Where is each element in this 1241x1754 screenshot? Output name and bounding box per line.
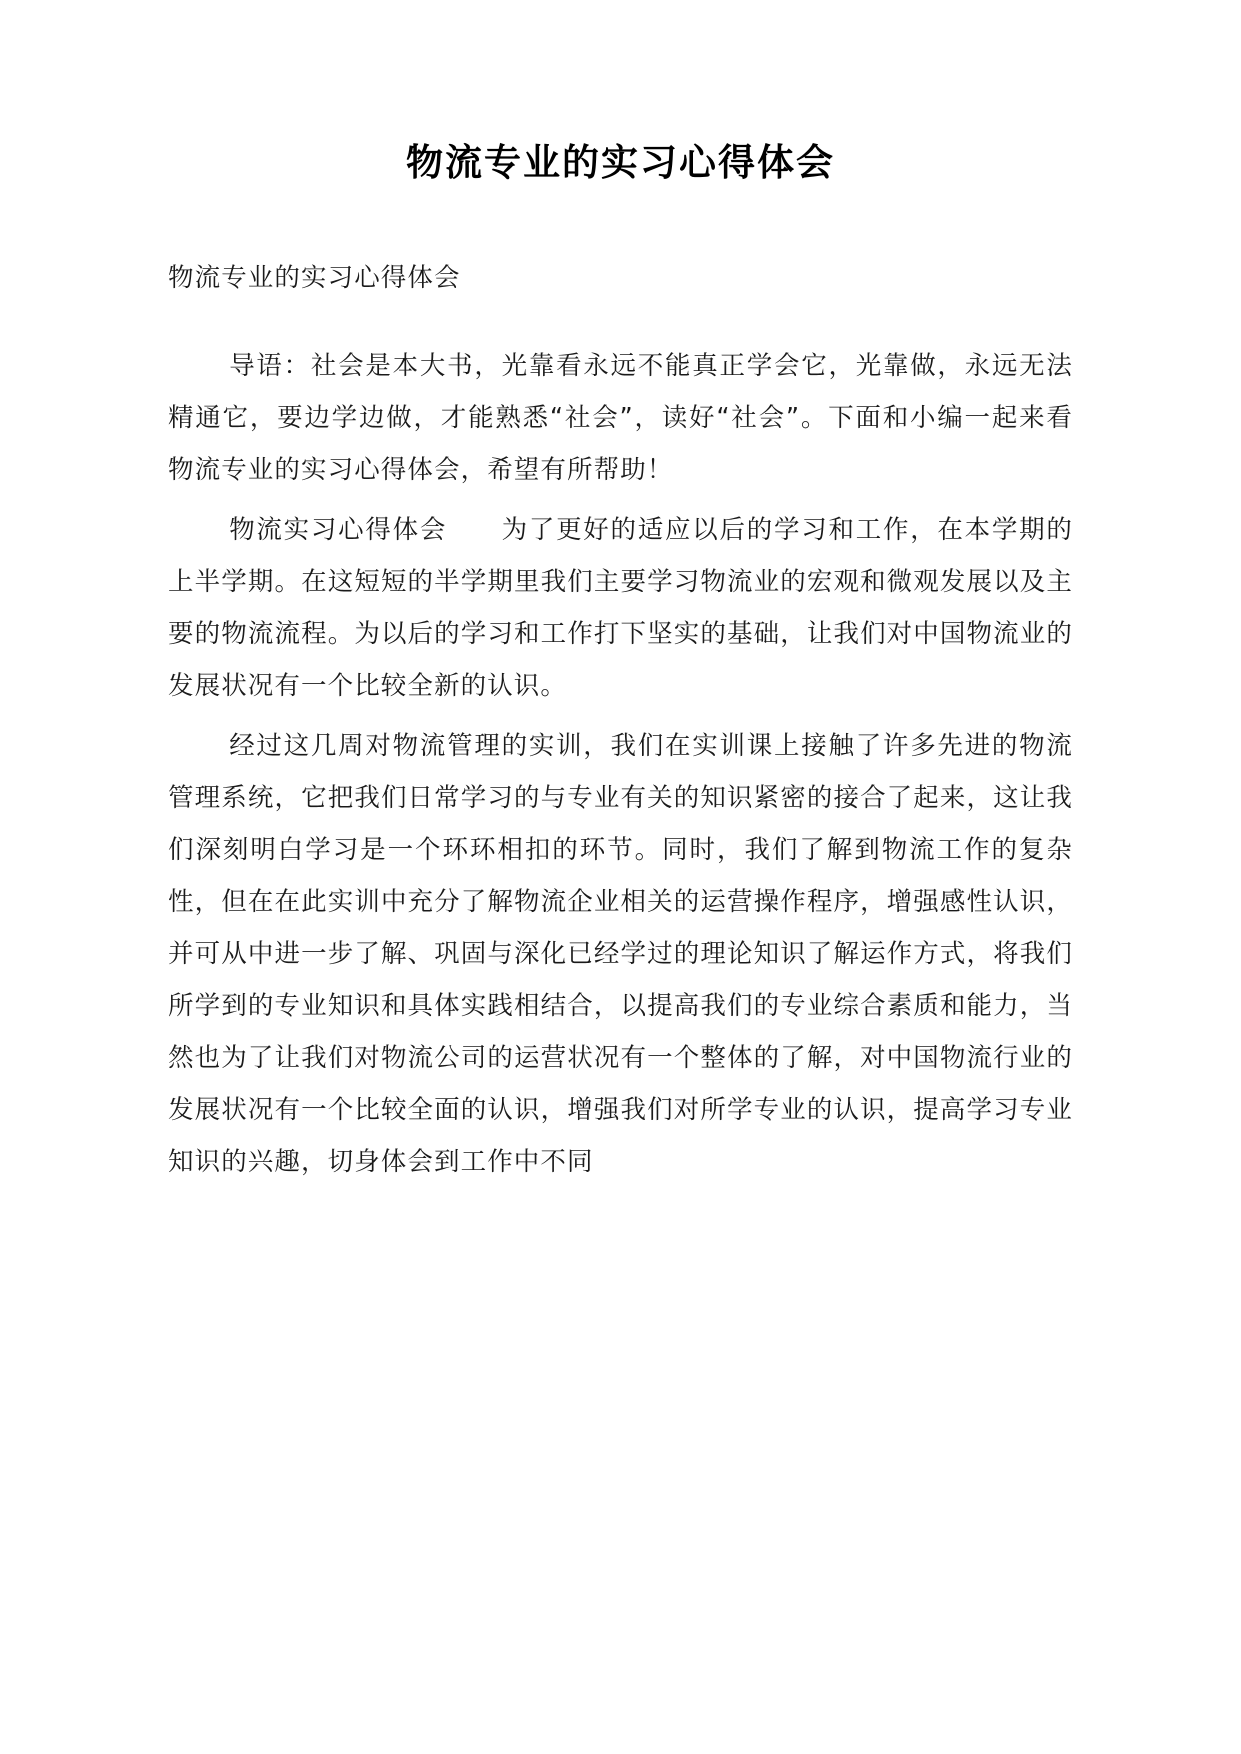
paragraph-section-2: 经过这几周对物流管理的实训，我们在实训课上接触了许多先进的物流管理系统，它把我们日常学习的与专业有关的知识紧密的接合了起来，这让我们深刻明白学习是一个环环相扣的环节。同时，我们了解到物流工作的复杂性，但在在此实训中充分了解物流企业相关的运营操作程序，增强感性认识，并可从中进一步了解、巩固与深化已经学过的理论知识了解运作方式，将我们所学到的专业知识和具体实践相结合，以提高我们的专业综合素质和能力，当然也为了让我们对物流公司的运营状况有一个整体的了解，对中国物流行业的发展状况有一个比较全面的认识，增强我们对所学专业的认识，提高学习专业知识的兴趣，切身体会到工作中不同 <box>168 731 1073 1177</box>
paragraph-intro: 导语：社会是本大书，光靠看永远不能真正学会它，光靠做，永远无法精通它，要边学边做，才能熟悉“社会”，读好“社会”。下面和小编一起来看物流专业的实习心得体会，希望有所帮助！ <box>168 351 1073 485</box>
page-title: 物流专业的实习心得体会 <box>406 141 835 184</box>
paragraph-section-1: 物流实习心得体会 为了更好的适应以后的学习和工作，在本学期的上半学期。在这短短的半学期里我们主要学习物流业的宏观和微观发展以及主要的物流流程。为以后的学习和工作打下坚实的基础，让我们对中国物流业的发展状况有一个比较全新的认识。 <box>168 515 1073 701</box>
paragraph-subtitle: 物流专业的实习心得体会 <box>168 263 461 293</box>
document-body <box>0 252 1241 1188</box>
